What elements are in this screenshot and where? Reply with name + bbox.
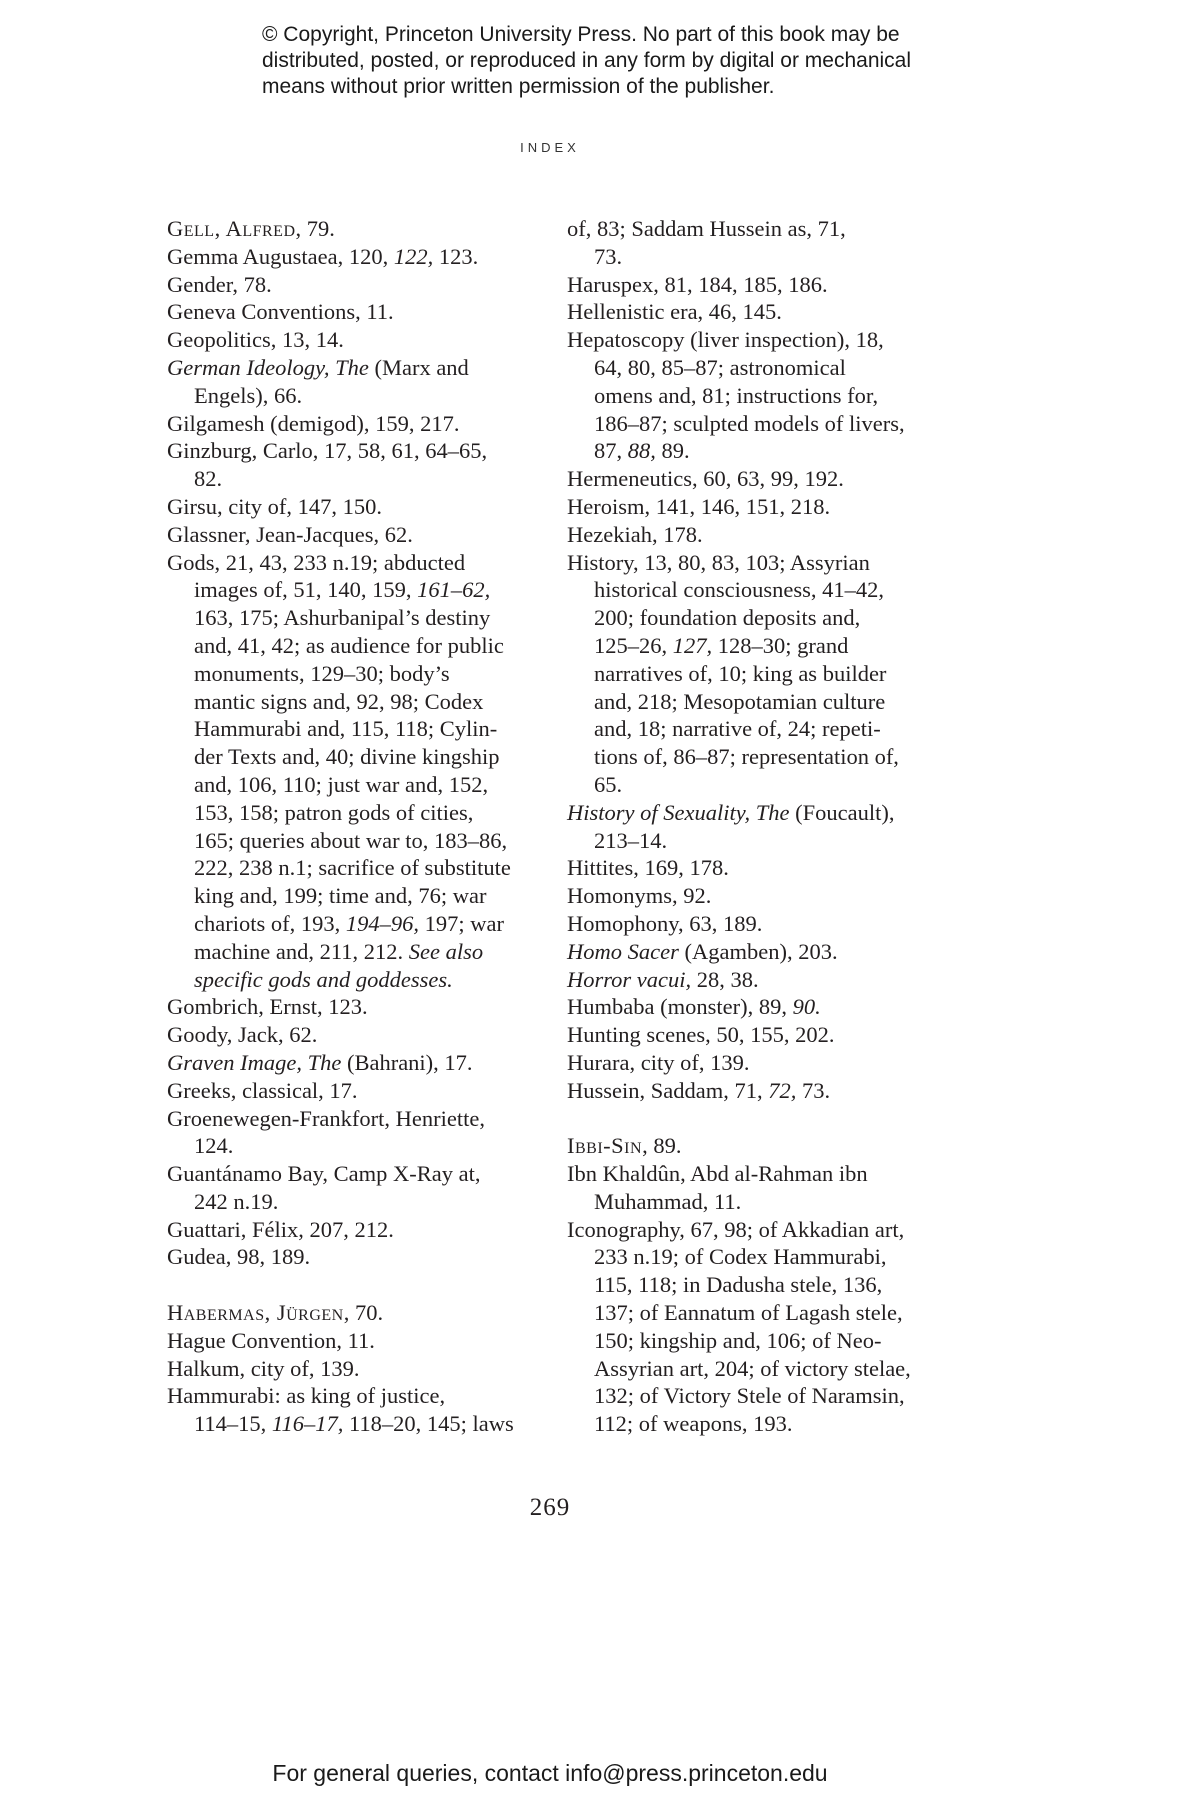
copyright-line: means without prior written permission of the publisher. (262, 75, 775, 98)
entry-text: (Foucault), (789, 799, 895, 825)
entry-text: Hunting scenes, 50, 155, 202. (567, 1022, 835, 1048)
entry-text: Ibn Khaldûn, Abd al-Rahman ibn (567, 1161, 868, 1187)
entry-text: Hezekiah, 178. (567, 521, 703, 547)
running-head: INDEX (520, 140, 580, 155)
entry-text: 87, (594, 438, 628, 464)
italic-text: 116–17, (271, 1411, 344, 1437)
entry-text: images of, 51, 140, 159, (194, 577, 418, 603)
index-entry (567, 326, 957, 465)
entry-text: Ginzburg, Carlo, 17, 58, 61, 64–65, (167, 438, 488, 464)
entry-text: Halkum, city of, 139. (167, 1355, 360, 1381)
index-entry (167, 298, 542, 326)
entry-text: 165; queries about war to, 183–86, (194, 827, 508, 853)
entry-text: Hussein, Saddam, 71, (567, 1077, 769, 1103)
entry-text: historical consciousness, 41–42, (594, 577, 884, 603)
index-entry (567, 1077, 957, 1105)
entry-text: 114–15, (194, 1411, 272, 1437)
entry-text: (Bahrani), 17. (341, 1049, 473, 1075)
letter-section-gap (167, 1271, 542, 1299)
entry-text: 123. (433, 243, 479, 269)
entry-text: monuments, 129–30; body’s (194, 660, 450, 686)
entry-text: Humbaba (monster), 89, (567, 994, 793, 1020)
entry-text: Gombrich, Ernst, 123. (167, 994, 368, 1020)
entry-text: Hammurabi and, 115, 118; Cylin- (194, 716, 498, 742)
entry-text: of, 83; Saddam Hussein as, 71, (567, 216, 846, 241)
entry-text: History, 13, 80, 83, 103; Assyrian (567, 549, 870, 575)
index-entry (167, 437, 542, 493)
entry-text: 163, 175; Ashurbanipal’s destiny (194, 605, 491, 631)
entry-text: machine and, 211, 212. (194, 938, 409, 964)
entry-text: Goody, Jack, 62. (167, 1022, 318, 1048)
entry-text: 222, 238 n.1; sacrifice of substitute (194, 855, 511, 881)
entry-text: Homonyms, 92. (567, 883, 712, 909)
small-caps-heading: Ibbi-Sin (567, 1133, 643, 1159)
entry-text: (Agamben), 203. (678, 938, 838, 964)
index-entry (167, 410, 542, 438)
entry-text: 125–26, (594, 632, 673, 658)
small-caps-heading: Gell, Alfred (167, 216, 296, 241)
index-entry (167, 1382, 542, 1438)
entry-text: and, 41, 42; as audience for public (194, 632, 504, 658)
entry-text: 28, 38. (691, 966, 759, 992)
copyright-line: © Copyright, Princeton University Press. No part of this book may be (262, 23, 900, 46)
italic-text: German Ideology, The (167, 354, 369, 380)
index-entry (567, 993, 957, 1021)
entry-text: Gender, 78. (167, 271, 272, 297)
index-entry (167, 1355, 542, 1383)
index-entry (567, 271, 957, 299)
index-entry (167, 1299, 542, 1327)
entry-text: der Texts and, 40; divine kingship (194, 744, 500, 770)
index-entry (167, 1243, 542, 1271)
index-entry (567, 910, 957, 938)
entry-text: Gudea, 98, 189. (167, 1244, 311, 1270)
index-entry (567, 1021, 957, 1049)
entry-text: Guattari, Félix, 207, 212. (167, 1216, 394, 1242)
entry-text: 186–87; sculpted models of livers, (594, 410, 905, 436)
entry-text: Assyrian art, 204; of victory stelae, (594, 1355, 911, 1381)
entry-text: , 70. (343, 1300, 384, 1326)
entry-text: Hague Convention, 11. (167, 1327, 375, 1353)
index-entry (167, 549, 542, 994)
entry-text: Hurara, city of, 139. (567, 1049, 750, 1075)
entry-text: Geopolitics, 13, 14. (167, 327, 344, 353)
entry-text: and, 18; narrative of, 24; repeti- (594, 716, 881, 742)
index-entry (167, 993, 542, 1021)
index-entry (567, 799, 957, 855)
index-entry (167, 271, 542, 299)
index-entry (567, 882, 957, 910)
entry-text: mantic signs and, 92, 98; Codex (194, 688, 484, 714)
entry-text: Hellenistic era, 46, 145. (567, 299, 782, 325)
italic-text: 90. (792, 994, 821, 1020)
italic-text: See also (408, 938, 484, 964)
entry-text: Engels), 66. (194, 382, 303, 408)
index-column-right (567, 215, 957, 1438)
entry-text: 213–14. (594, 827, 668, 853)
entry-text: and, 106, 110; just war and, 152, (194, 771, 489, 797)
entry-text: 73. (796, 1077, 831, 1103)
entry-text: 242 n.19. (194, 1188, 279, 1214)
entry-text: Geneva Conventions, 11. (167, 299, 394, 325)
entry-text: 153, 158; patron gods of cities, (194, 799, 474, 825)
entry-text: Haruspex, 81, 184, 185, 186. (567, 271, 828, 297)
index-entry (567, 493, 957, 521)
letter-section-gap (567, 1105, 957, 1133)
index-entry (567, 521, 957, 549)
index-entry (167, 326, 542, 354)
index-entry (167, 1021, 542, 1049)
index-entry (167, 1105, 542, 1161)
entry-text: tions of, 86–87; representation of, (594, 744, 899, 770)
index-entry (167, 354, 542, 410)
entry-text: 132; of Victory Stele of Naramsin, (594, 1383, 905, 1409)
entry-text: Hittites, 169, 178. (567, 855, 729, 881)
italic-text: 72, (768, 1077, 797, 1103)
italic-text: 122, (393, 243, 434, 269)
entry-text: Hepatoscopy (liver inspection), 18, (567, 327, 884, 353)
entry-text: 233 n.19; of Codex Hammurabi, (594, 1244, 887, 1270)
entry-text: Girsu, city of, 147, 150. (167, 493, 382, 519)
entry-text: (Marx and (368, 354, 469, 380)
entry-text: 118–20, 145; laws (343, 1411, 514, 1437)
italic-text: Homo Sacer (567, 938, 679, 964)
index-entry (567, 465, 957, 493)
index-entry (167, 1160, 542, 1216)
index-entry (167, 521, 542, 549)
entry-text: Muhammad, 11. (594, 1188, 742, 1214)
index-entry (567, 966, 957, 994)
entry-text: king and, 199; time and, 76; war (194, 883, 487, 909)
entry-text: 197; war (418, 910, 504, 936)
index-entry (567, 298, 957, 326)
entry-text: Gods, 21, 43, 233 n.19; abducted (167, 549, 466, 575)
entry-text: , 89. (642, 1133, 682, 1159)
entry-text: 137; of Eannatum of Lagash stele, (594, 1300, 903, 1326)
index-entry (167, 1049, 542, 1077)
entry-text: 124. (194, 1133, 234, 1159)
entry-text: Heroism, 141, 146, 151, 218. (567, 493, 831, 519)
entry-text: 82. (194, 466, 223, 492)
entry-text: Gemma Augustaea, 120, (167, 243, 394, 269)
copyright-line: distributed, posted, or reproduced in any form by digital or mechanical (262, 49, 912, 72)
entry-text: 128–30; grand (712, 632, 849, 658)
entry-text: Gilgamesh (demigod), 159, 217. (167, 410, 460, 436)
italic-text: History of Sexuality, The (567, 799, 790, 825)
entry-text: 200; foundation deposits and, (594, 605, 861, 631)
entry-text: 89. (655, 438, 690, 464)
index-entry (567, 549, 957, 799)
italic-text: 88, (627, 438, 656, 464)
index-entry (167, 1216, 542, 1244)
index-entry (167, 215, 542, 243)
index-entry (167, 1327, 542, 1355)
entry-text: Greeks, classical, 17. (167, 1077, 358, 1103)
copyright-notice (262, 22, 962, 100)
italic-text: Horror vacui, (567, 966, 692, 992)
page-number: 269 (529, 1494, 571, 1521)
entry-text: 73. (594, 243, 623, 269)
index-entry (567, 1132, 957, 1160)
index-entry (167, 1077, 542, 1105)
index-entry (167, 243, 542, 271)
italic-text: 127, (672, 632, 713, 658)
italic-text: Graven Image, The (167, 1049, 342, 1075)
index-entry (567, 1160, 957, 1216)
footer-contact: For general queries, contact info@press.princeton.edu (272, 1760, 828, 1786)
entry-text: 115, 118; in Dadusha stele, 136, (594, 1272, 883, 1298)
entry-text: 64, 80, 85–87; astronomical (594, 354, 846, 380)
entry-text: 150; kingship and, 106; of Neo- (594, 1327, 882, 1353)
index-entry (567, 854, 957, 882)
entry-text: Iconography, 67, 98; of Akkadian art, (567, 1216, 905, 1242)
entry-text: Hermeneutics, 60, 63, 99, 192. (567, 466, 844, 492)
entry-text: Homophony, 63, 189. (567, 910, 763, 936)
index-entry (567, 1216, 957, 1438)
entry-text: Groenewegen-Frankfort, Henriette, (167, 1105, 485, 1131)
entry-text: , 79. (295, 216, 335, 241)
index-entry-continuation (567, 215, 957, 271)
entry-text: and, 218; Mesopotamian culture (594, 688, 886, 714)
entry-text: 112; of weapons, 193. (594, 1411, 793, 1437)
entry-text: Guantánamo Bay, Camp X-Ray at, (167, 1161, 481, 1187)
index-column-left (167, 215, 542, 1438)
index-entry (567, 1049, 957, 1077)
entry-text: Glassner, Jean-Jacques, 62. (167, 521, 413, 547)
entry-text: narratives of, 10; king as builder (594, 660, 887, 686)
italic-text: specific gods and goddesses. (194, 966, 453, 992)
entry-text: 65. (594, 771, 623, 797)
italic-text: 194–96, (345, 910, 419, 936)
entry-text: omens and, 81; instructions for, (594, 382, 879, 408)
entry-text: chariots of, 193, (194, 910, 346, 936)
index-entry (167, 493, 542, 521)
italic-text: 161–62, (417, 577, 491, 603)
index-entry (567, 938, 957, 966)
entry-text: Hammurabi: as king of justice, (167, 1383, 446, 1409)
small-caps-heading: Habermas, Jürgen (167, 1300, 344, 1326)
